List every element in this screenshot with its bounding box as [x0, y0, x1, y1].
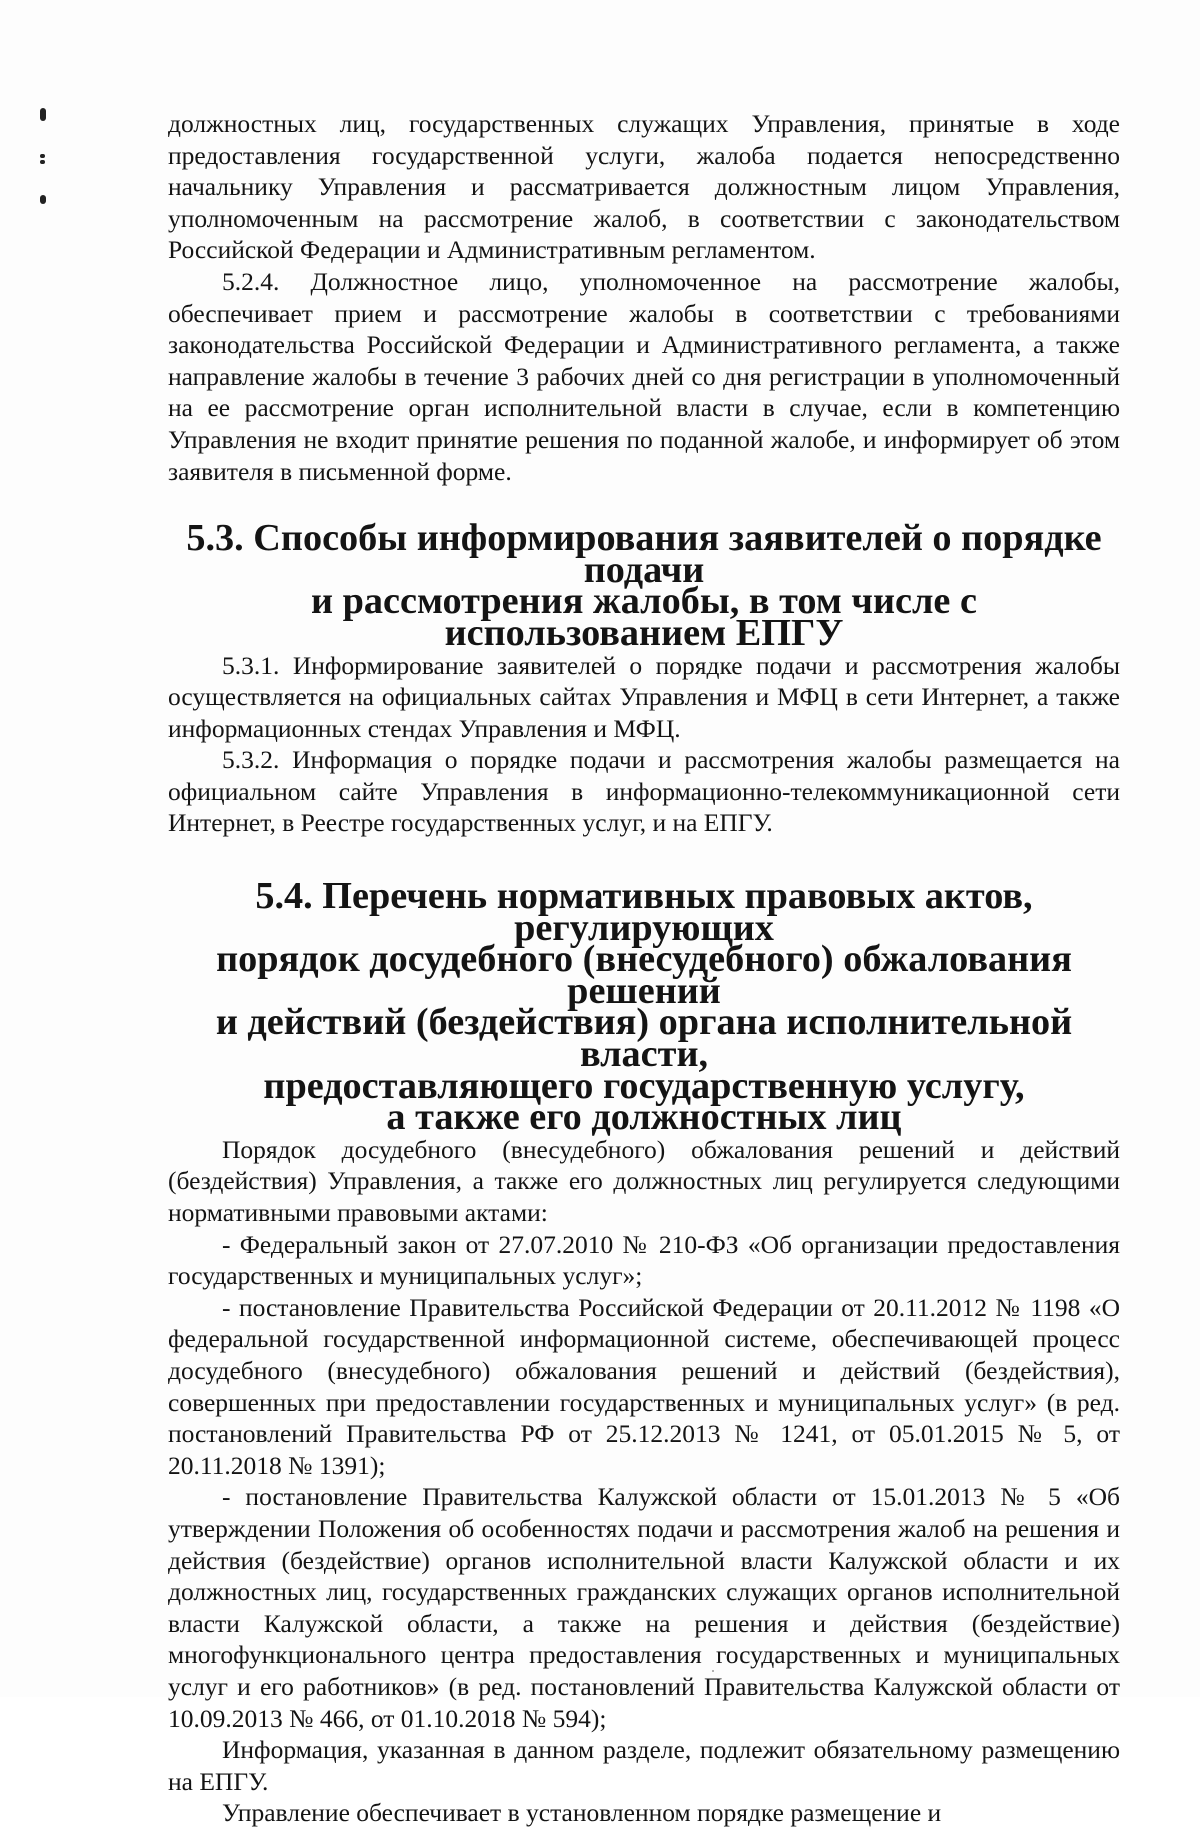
heading-section-5-3 — [168, 517, 1120, 654]
document-body — [168, 108, 1120, 1829]
list-item-kaluga-resolution-5: - постановление Правительства Калужской области от 15.01.2013 № 5 «Об утверждении Положения об особенностях подачи и рассмотрения жалоб на решения и действия (бездействие) органов исполнительной власти Калужской области и их должностных лиц, государственных гражданских служащих органов исполнительной власти Калужской области, а также на решения и действия (бездействие) многофункционального центра предоставления государственных и муниципальных услуг и его работников» (в ред. постановлений Правительства Калужской области от 10.09.2013 № 466, от 01.10.2018 № 594); — [168, 1482, 1120, 1733]
paragraph-appeal-procedure: Порядок досудебного (внесудебного) обжалования решений и действий (бездействия) Управления, а также его должностных лиц регулируется следующими нормативными правовыми актами: — [168, 1134, 1120, 1227]
list-item-federal-law-210: - Федеральный закон от 27.07.2010 № 210-ФЗ «Об организации предоставления государственных и муниципальных услуг»; — [168, 1229, 1120, 1291]
paragraph-5-3-2: 5.3.2. Информация о порядке подачи и рассмотрения жалобы размещается на официальном сайте Управления в информационно-телекоммуникационной сети Интернет, в Реестре государственных услуг, и на ЕПГУ. — [168, 745, 1120, 838]
heading-line: порядок досудебного (внесудебного) обжалования решений — [216, 938, 1072, 1012]
binding-hole-mark — [40, 108, 46, 121]
paragraph-management-provides: Управление обеспечивает в установленном порядке размещение и — [222, 1798, 942, 1828]
heading-line: 5.3. Способы информирования заявителей о порядке подачи — [186, 517, 1102, 591]
heading-section-5-4 — [168, 875, 1120, 1139]
paragraph-epgu-publication: Информация, указанная в данном разделе, подлежит обязательному размещению на ЕПГУ. — [168, 1735, 1120, 1796]
heading-line: предоставляющего государственную услугу, — [263, 1064, 1025, 1107]
list-item-resolution-1198: - постановление Правительства Российской Федерации от 20.11.2012 № 1198 «О федеральной государственной информационной системе, обеспечивающей процесс досудебного (внесудебного) обжалования решений и действий (бездействия), совершенных при предоставлении государственных и муниципальных услуг» (в ред. постановлений Правительства РФ от 25.12.2013 № 1241, от 05.01.2015 № 5, от 20.11.2018 № 1391); — [168, 1292, 1120, 1480]
paragraph-5-3-1: 5.3.1. Информирование заявителей о порядке подачи и рассмотрения жалобы осуществляется на официальных сайтах Управления и МФЦ в сети Интернет, а также информационных стендах Управления и МФЦ. — [168, 650, 1120, 743]
binding-hole-mark — [40, 160, 45, 164]
heading-line: а также его должностных лиц — [386, 1096, 902, 1139]
paragraph-complaint-handling: должностных лиц, государственных служащих Управления, принятые в ходе предоставления государственной услуги, жалоба подается непосредственно начальнику Управления и рассматривается должностным лицом Управления, уполномоченным на рассмотрение жалоб, в соответствии с законодательством Российской Федерации и Административным регламентом. — [168, 109, 1120, 265]
heading-line: и действий (бездействия) органа исполнительной власти, — [215, 1001, 1073, 1076]
heading-line: и рассмотрения жалобы, в том числе с использованием ЕПГУ — [311, 580, 977, 654]
heading-line: 5.4. Перечень нормативных правовых актов, регулирующих — [255, 875, 1033, 949]
paragraph-5-2-4: 5.2.4. Должностное лицо, уполномоченное на рассмотрение жалобы, обеспечивает прием и рассмотрение жалобы в соответствии с требованиями законодательства Российской Федерации и Административного регламента, а также направление жалобы в течение 3 рабочих дней со дня регистрации в уполномоченный на ее рассмотрение орган исполнительной власти в случае, если в компетенцию Управления не входит принятие решения по поданной жалобе, и информирует об этом заявителя в письменной форме. — [168, 266, 1120, 486]
binding-hole-mark — [40, 154, 45, 158]
binding-hole-mark — [40, 195, 46, 204]
